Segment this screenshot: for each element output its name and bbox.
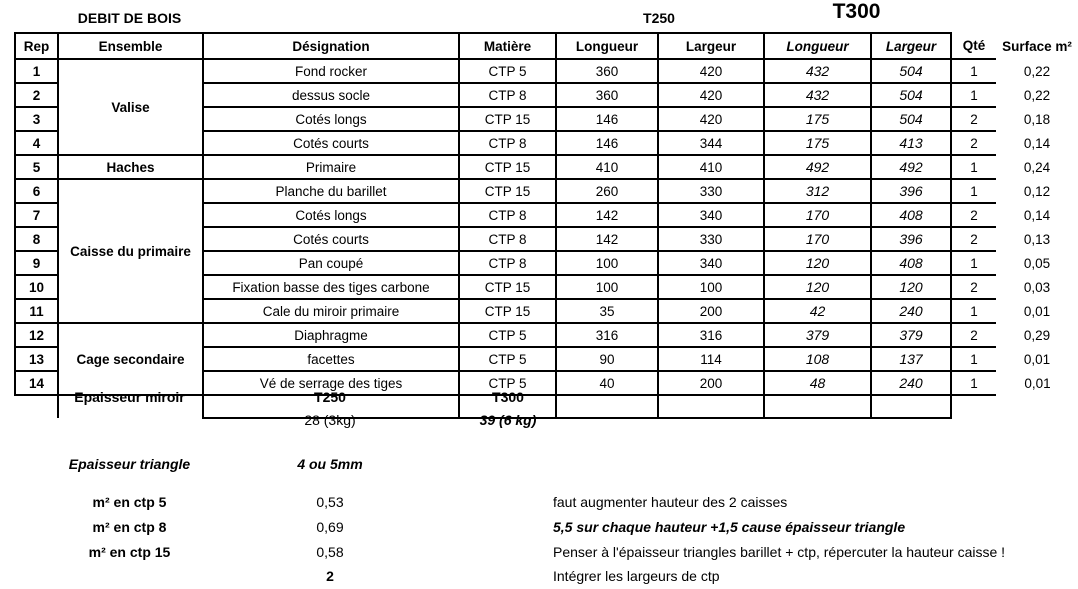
epaisseur-triangle-value: 4 ou 5mm — [297, 456, 363, 472]
cell-t250-longueur: 316 — [556, 323, 658, 347]
cell-t250-largeur: 340 — [658, 251, 764, 275]
header-t250-longueur: Longueur — [556, 33, 658, 59]
cell-t250-longueur: 410 — [556, 155, 658, 179]
cell-matiere: CTP 15 — [459, 107, 556, 131]
t250-thickness-value: 28 (3kg) — [304, 412, 356, 428]
cell-t300-longueur: 432 — [764, 59, 871, 83]
cell-t300-longueur: 492 — [764, 155, 871, 179]
header-t300-longueur: Longueur — [764, 33, 871, 59]
cell-t300-longueur: 170 — [764, 227, 871, 251]
cell-rep: 10 — [15, 275, 58, 299]
header-t300-largeur: Largeur — [871, 33, 951, 59]
cell-rep: 11 — [15, 299, 58, 323]
m2-ctp5-value: 0,53 — [316, 494, 344, 510]
cell-t300-largeur: 240 — [871, 299, 951, 323]
cell-qte: 2 — [951, 227, 996, 251]
cell-designation: Cotés courts — [203, 227, 459, 251]
t300-thickness-label: T300 — [492, 389, 524, 405]
cell-qte: 1 — [951, 179, 996, 203]
cell-t300-largeur: 396 — [871, 227, 951, 251]
cell-designation: Fond rocker — [203, 59, 459, 83]
m2-ctp15-value: 0,58 — [316, 544, 344, 560]
footer-line-ctp8 — [0, 519, 1078, 536]
header-t250-largeur: Largeur — [658, 33, 764, 59]
note-3: Penser à l'épaisseur triangles barillet + ctp, répercuter la hauteur caisse ! — [553, 544, 1006, 560]
cell-matiere: CTP 15 — [459, 275, 556, 299]
cell-t300-largeur: 379 — [871, 323, 951, 347]
cell-matiere: CTP 8 — [459, 131, 556, 155]
cell-t300-largeur: 240 — [871, 371, 951, 395]
cell-t250-largeur: 410 — [658, 155, 764, 179]
cell-qte: 2 — [951, 131, 996, 155]
t250-thickness-label: T250 — [314, 389, 346, 405]
cell-ensemble: Caisse du primaire — [58, 179, 203, 323]
cell-surface: 0,01 — [1023, 303, 1051, 319]
cell-rep: 6 — [15, 179, 58, 203]
cell-t300-longueur: 175 — [764, 107, 871, 131]
epaisseur-miroir-label: Epaisseur miroir — [74, 389, 185, 405]
cell-qte: 2 — [951, 107, 996, 131]
cell-t250-longueur: 90 — [556, 347, 658, 371]
note-2: 5,5 sur chaque hauteur +1,5 cause épaisseur triangle — [553, 519, 906, 535]
cell-surface: 0,14 — [1023, 135, 1051, 151]
m2-ctp5-label: m² en ctp 5 — [92, 494, 167, 510]
cell-matiere: CTP 15 — [459, 299, 556, 323]
cell-rep: 4 — [15, 131, 58, 155]
header-ensemble: Ensemble — [58, 33, 203, 59]
cell-t250-largeur: 420 — [658, 59, 764, 83]
footer-line-epaisseur-triangle — [0, 456, 1078, 473]
cell-t300-largeur: 413 — [871, 131, 951, 155]
cell-qte: 1 — [951, 83, 996, 107]
cell-designation: Cotés longs — [203, 203, 459, 227]
t250-group-header: T250 — [643, 10, 675, 26]
page-title: DEBIT DE BOIS — [77, 10, 182, 26]
cell-t250-longueur: 100 — [556, 275, 658, 299]
cell-surface: 0,22 — [1023, 63, 1051, 79]
epaisseur-triangle-label: Epaisseur triangle — [68, 456, 191, 472]
cell-rep: 7 — [15, 203, 58, 227]
cell-t250-largeur: 100 — [658, 275, 764, 299]
cell-designation: Cotés courts — [203, 131, 459, 155]
cell-t250-longueur: 146 — [556, 107, 658, 131]
cell-t300-largeur: 408 — [871, 203, 951, 227]
cell-t300-longueur: 108 — [764, 347, 871, 371]
cell-matiere: CTP 5 — [459, 371, 556, 395]
table-header-row — [15, 33, 1078, 59]
cell-ensemble: Cage secondaire — [58, 323, 203, 395]
note-4: Intégrer les largeurs de ctp — [553, 568, 720, 584]
cell-qte: 2 — [951, 275, 996, 299]
header-qte: Qté — [951, 33, 996, 59]
cell-t250-largeur: 340 — [658, 203, 764, 227]
cell-rep: 9 — [15, 251, 58, 275]
cell-t250-longueur: 146 — [556, 131, 658, 155]
cell-qte: 1 — [951, 59, 996, 83]
cell-designation: Planche du barillet — [203, 179, 459, 203]
cell-t250-largeur: 344 — [658, 131, 764, 155]
cell-surface: 0,03 — [1023, 279, 1051, 295]
cell-designation: Cale du miroir primaire — [203, 299, 459, 323]
cell-t300-longueur: 120 — [764, 251, 871, 275]
cell-t250-longueur: 142 — [556, 203, 658, 227]
cell-matiere: CTP 8 — [459, 227, 556, 251]
t300-group-header: T300 — [832, 0, 881, 23]
table-row — [15, 155, 1078, 179]
cell-surface: 0,14 — [1023, 207, 1051, 223]
cell-surface: 0,22 — [1023, 87, 1051, 103]
cell-t300-longueur: 379 — [764, 323, 871, 347]
cell-qte: 1 — [951, 347, 996, 371]
cell-rep: 3 — [15, 107, 58, 131]
cell-matiere: CTP 5 — [459, 323, 556, 347]
cell-qte: 1 — [951, 299, 996, 323]
m2-ctp8-value: 0,69 — [316, 519, 344, 535]
cell-rep: 8 — [15, 227, 58, 251]
cell-designation: Primaire — [203, 155, 459, 179]
cell-t300-largeur: 504 — [871, 59, 951, 83]
cell-designation: Pan coupé — [203, 251, 459, 275]
cell-ensemble: Haches — [58, 155, 203, 179]
cell-rep: 12 — [15, 323, 58, 347]
total-value: 2 — [326, 568, 334, 584]
table-row — [15, 323, 1078, 347]
cell-designation: Vé de serrage des tiges — [203, 371, 459, 395]
cell-matiere: CTP 15 — [459, 179, 556, 203]
cell-surface: 0,13 — [1023, 231, 1051, 247]
cell-matiere: CTP 5 — [459, 59, 556, 83]
cell-matiere: CTP 8 — [459, 203, 556, 227]
m2-ctp15-label: m² en ctp 15 — [88, 544, 171, 560]
header-rep: Rep — [15, 33, 58, 59]
cell-t300-largeur: 396 — [871, 179, 951, 203]
footer-line-ctp5 — [0, 494, 1078, 511]
cell-rep: 1 — [15, 59, 58, 83]
table-row — [15, 59, 1078, 83]
cell-surface: 0,24 — [1023, 159, 1051, 175]
cell-t300-longueur: 120 — [764, 275, 871, 299]
header-matiere: Matière — [459, 33, 556, 59]
cell-t300-largeur: 504 — [871, 83, 951, 107]
cell-matiere: CTP 8 — [459, 251, 556, 275]
cell-qte: 2 — [951, 203, 996, 227]
cell-designation: Fixation basse des tiges carbone — [203, 275, 459, 299]
cell-surface: 0,01 — [1024, 375, 1051, 391]
cell-t250-longueur: 142 — [556, 227, 658, 251]
cell-t250-largeur: 316 — [658, 323, 764, 347]
cell-designation: Cotés longs — [203, 107, 459, 131]
table-row — [15, 179, 1078, 203]
cell-t250-longueur: 40 — [556, 371, 658, 395]
cell-qte: 1 — [951, 155, 996, 179]
cell-surface: 0,18 — [1023, 111, 1051, 127]
cell-designation: dessus socle — [203, 83, 459, 107]
t300-thickness-value: 39 (6 kg) — [479, 412, 537, 428]
cell-t250-longueur: 35 — [556, 299, 658, 323]
cell-qte: 2 — [951, 323, 996, 347]
cell-designation: Diaphragme — [203, 323, 459, 347]
cell-t250-longueur: 100 — [556, 251, 658, 275]
cell-rep: 14 — [15, 371, 58, 395]
cell-matiere: CTP 5 — [459, 347, 556, 371]
cell-surface: 0,05 — [1023, 255, 1051, 271]
header-designation: Désignation — [203, 33, 459, 59]
cell-t300-longueur: 170 — [764, 203, 871, 227]
cell-t250-largeur: 200 — [658, 371, 764, 395]
cell-t250-largeur: 114 — [658, 347, 764, 371]
cell-t250-largeur: 200 — [658, 299, 764, 323]
cell-matiere: CTP 8 — [459, 83, 556, 107]
footer-line-ctp15 — [0, 544, 1078, 561]
footer-line-epaisseur-miroir — [0, 389, 1078, 406]
cell-rep: 13 — [15, 347, 58, 371]
note-1: faut augmenter hauteur des 2 caisses — [553, 494, 788, 510]
footer-line-total — [0, 568, 1078, 585]
cell-t250-longueur: 260 — [556, 179, 658, 203]
cell-t300-largeur: 137 — [871, 347, 951, 371]
cell-t250-largeur: 420 — [658, 107, 764, 131]
cell-t300-longueur: 432 — [764, 83, 871, 107]
cell-qte: 1 — [951, 251, 996, 275]
m2-ctp8-label: m² en ctp 8 — [92, 519, 167, 535]
cell-t300-longueur: 175 — [764, 131, 871, 155]
cell-t250-longueur: 360 — [556, 59, 658, 83]
cell-rep: 5 — [15, 155, 58, 179]
cell-t300-largeur: 120 — [871, 275, 951, 299]
cell-t250-largeur: 420 — [658, 83, 764, 107]
cell-surface: 0,12 — [1023, 183, 1051, 199]
cell-t250-largeur: 330 — [658, 227, 764, 251]
cell-t300-longueur: 42 — [764, 299, 871, 323]
cell-surface: 0,29 — [1023, 327, 1051, 343]
cell-rep: 2 — [15, 83, 58, 107]
cell-t300-largeur: 492 — [871, 155, 951, 179]
footer-line-thickness-values — [0, 412, 1078, 429]
cell-ensemble: Valise — [58, 59, 203, 155]
cell-t250-largeur: 330 — [658, 179, 764, 203]
debit-de-bois-table — [14, 32, 1078, 419]
cell-t300-largeur: 504 — [871, 107, 951, 131]
cell-qte: 1 — [951, 371, 996, 395]
header-surface: Surface m² — [1002, 38, 1072, 54]
cell-t250-longueur: 360 — [556, 83, 658, 107]
cell-surface: 0,01 — [1023, 351, 1051, 367]
cell-matiere: CTP 15 — [459, 155, 556, 179]
cell-t300-longueur: 48 — [764, 371, 871, 395]
cell-t300-longueur: 312 — [764, 179, 871, 203]
cell-t300-largeur: 408 — [871, 251, 951, 275]
cell-designation: facettes — [203, 347, 459, 371]
